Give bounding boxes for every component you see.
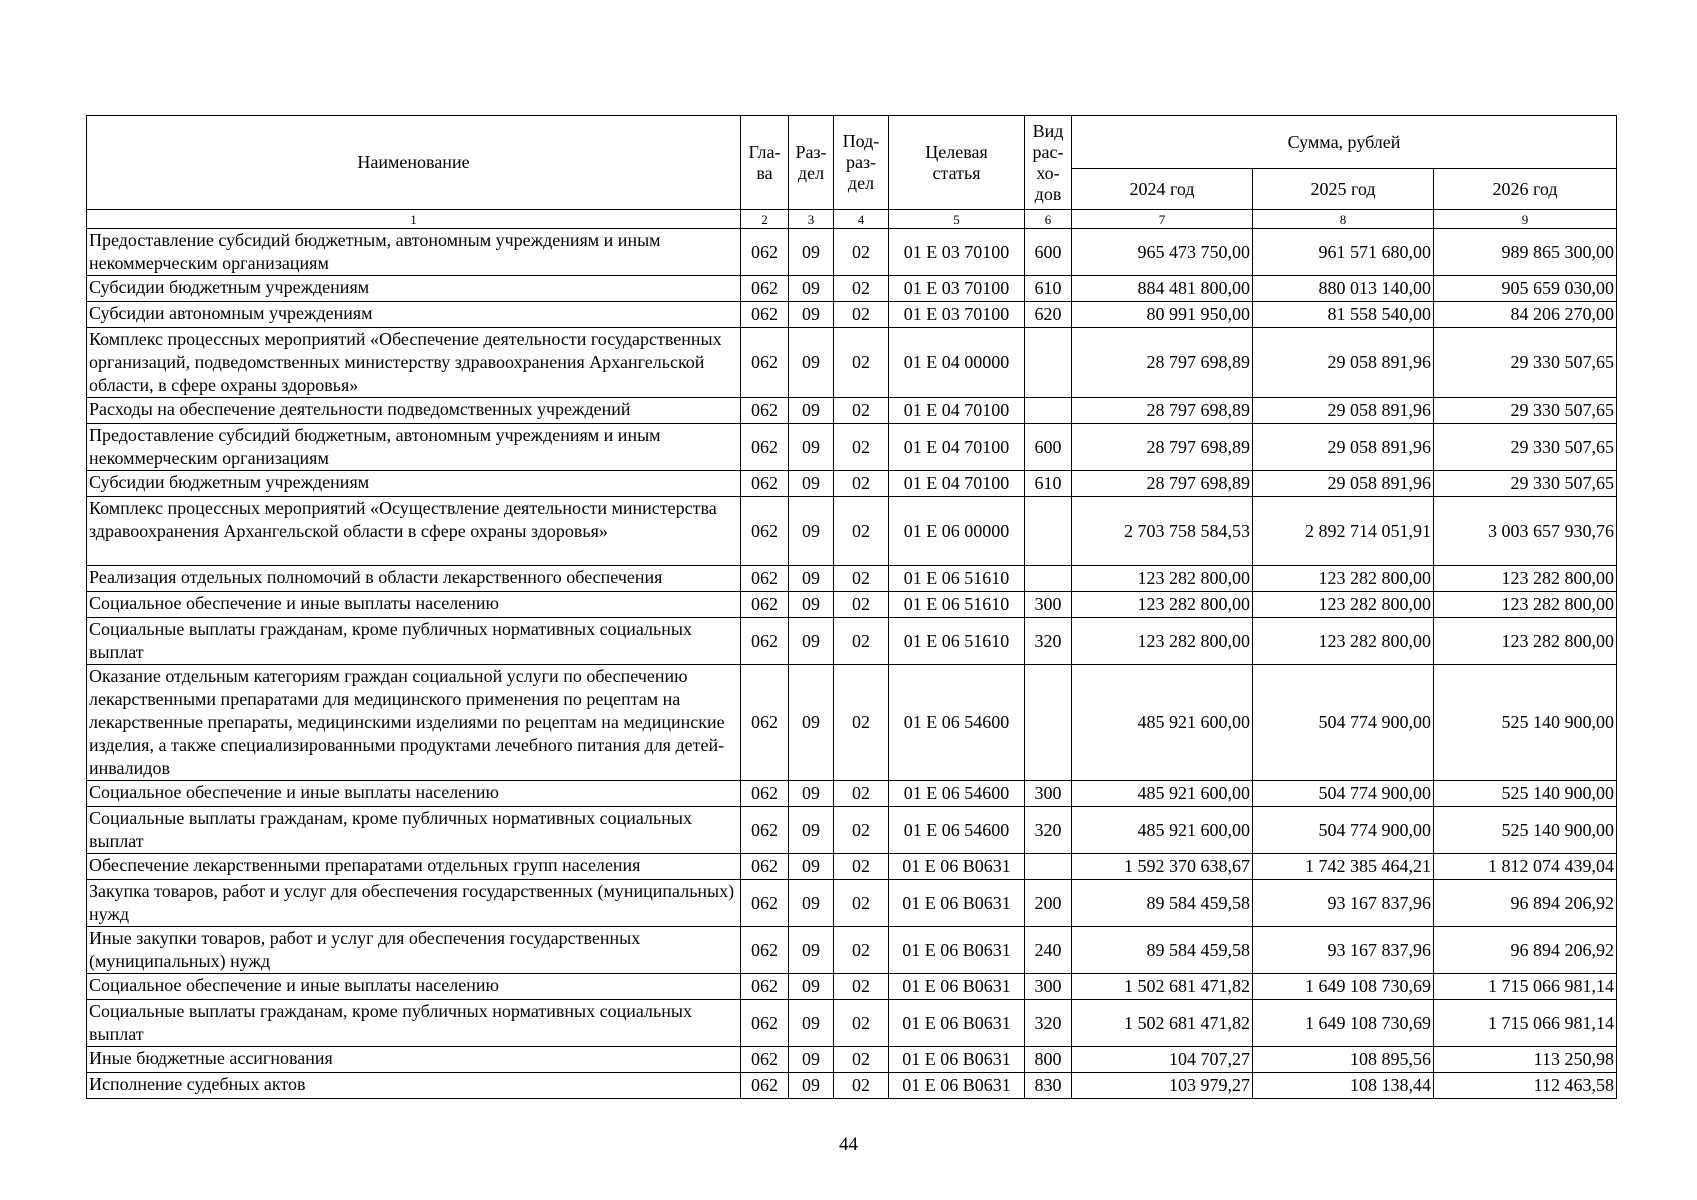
row-sum-2024: 1 502 681 471,82: [1072, 974, 1253, 1000]
column-number-row: [87, 210, 1617, 229]
row-sum-2024: 89 584 459,58: [1072, 880, 1253, 927]
row-sum-2024: 104 707,27: [1072, 1047, 1253, 1073]
row-subsection: 02: [834, 229, 889, 276]
row-expense-type: 240: [1025, 927, 1072, 974]
table-row: [87, 927, 1617, 974]
row-subsection: 02: [834, 497, 889, 566]
row-subsection: 02: [834, 566, 889, 592]
table-row: [87, 328, 1617, 398]
row-sum-2026: 525 140 900,00: [1434, 807, 1617, 854]
row-sum-2025: 504 774 900,00: [1253, 807, 1434, 854]
column-number: 8: [1253, 210, 1434, 229]
row-name: Социальное обеспечение и иные выплаты населению: [87, 781, 741, 807]
row-sum-2025: 123 282 800,00: [1253, 566, 1434, 592]
row-subsection: 02: [834, 1073, 889, 1099]
row-sum-2026: 123 282 800,00: [1434, 618, 1617, 665]
row-sum-2025: 108 138,44: [1253, 1073, 1434, 1099]
row-sum-2025: 1 649 108 730,69: [1253, 1000, 1434, 1047]
row-sum-2026: 96 894 206,92: [1434, 927, 1617, 974]
row-expense-type: 320: [1025, 807, 1072, 854]
row-name: Социальные выплаты гражданам, кроме публичных нормативных социальных выплат: [87, 1000, 741, 1047]
row-expense-type: 610: [1025, 471, 1072, 497]
row-sum-2024: 2 703 758 584,53: [1072, 497, 1253, 566]
row-subsection: 02: [834, 424, 889, 471]
row-expense-type: 300: [1025, 781, 1072, 807]
row-target-article: 01 Е 06 В0631: [889, 880, 1025, 927]
row-sum-2025: 504 774 900,00: [1253, 665, 1434, 781]
row-section: 09: [789, 302, 834, 328]
row-subsection: 02: [834, 1000, 889, 1047]
row-section: 09: [789, 398, 834, 424]
row-expense-type: 300: [1025, 592, 1072, 618]
row-name: Социальные выплаты гражданам, кроме публичных нормативных социальных выплат: [87, 618, 741, 665]
row-target-article: 01 Е 06 54600: [889, 781, 1025, 807]
row-subsection: 02: [834, 471, 889, 497]
row-name: Социальные выплаты гражданам, кроме публичных нормативных социальных выплат: [87, 807, 741, 854]
row-sum-2024: 123 282 800,00: [1072, 566, 1253, 592]
page-number: 44: [839, 1134, 858, 1155]
row-sum-2024: 28 797 698,89: [1072, 398, 1253, 424]
row-subsection: 02: [834, 618, 889, 665]
row-chapter: 062: [741, 592, 789, 618]
row-target-article: 01 Е 06 54600: [889, 665, 1025, 781]
row-sum-2024: 123 282 800,00: [1072, 618, 1253, 665]
row-subsection: 02: [834, 880, 889, 927]
row-sum-2025: 1 742 385 464,21: [1253, 854, 1434, 880]
row-expense-type: [1025, 497, 1072, 566]
row-target-article: 01 Е 06 51610: [889, 618, 1025, 665]
row-name: Исполнение судебных актов: [87, 1073, 741, 1099]
header-chapter-label: Гла- ва: [748, 141, 781, 183]
row-name: Предоставление субсидий бюджетным, автономным учреждениям и иным некоммерческим организациям: [87, 229, 741, 276]
table-row: [87, 854, 1617, 880]
row-section: 09: [789, 665, 834, 781]
row-chapter: 062: [741, 1000, 789, 1047]
row-target-article: 01 Е 06 В0631: [889, 1000, 1025, 1047]
column-number: 9: [1434, 210, 1617, 229]
row-subsection: 02: [834, 1047, 889, 1073]
row-expense-type: [1025, 566, 1072, 592]
row-sum-2024: 485 921 600,00: [1072, 781, 1253, 807]
row-target-article: 01 Е 06 54600: [889, 807, 1025, 854]
column-number: 1: [87, 210, 741, 229]
row-expense-type: [1025, 328, 1072, 398]
row-target-article: 01 Е 04 70100: [889, 424, 1025, 471]
row-expense-type: 300: [1025, 974, 1072, 1000]
row-target-article: 01 Е 06 В0631: [889, 1047, 1025, 1073]
row-subsection: 02: [834, 328, 889, 398]
row-sum-2024: 965 473 750,00: [1072, 229, 1253, 276]
row-section: 09: [789, 424, 834, 471]
table-header: [87, 116, 1617, 229]
row-target-article: 01 Е 06 В0631: [889, 1073, 1025, 1099]
budget-table: [86, 115, 1617, 1099]
row-name: Комплекс процессных мероприятий «Обеспечение деятельности государственных организаций, подведомственных министерству здравоохранения Архангельской области, в сфере охраны здоровья»: [87, 328, 741, 398]
header-year-2026: 2026 год: [1434, 169, 1617, 210]
row-sum-2026: 3 003 657 930,76: [1434, 497, 1617, 566]
header-target-article: [889, 116, 1025, 210]
row-chapter: 062: [741, 618, 789, 665]
row-chapter: 062: [741, 229, 789, 276]
row-section: 09: [789, 1073, 834, 1099]
table-row: [87, 880, 1617, 927]
row-sum-2026: 96 894 206,92: [1434, 880, 1617, 927]
column-number: 3: [789, 210, 834, 229]
column-number: 4: [834, 210, 889, 229]
row-chapter: 062: [741, 665, 789, 781]
column-number: 7: [1072, 210, 1253, 229]
row-sum-2024: 89 584 459,58: [1072, 927, 1253, 974]
row-sum-2024: 80 991 950,00: [1072, 302, 1253, 328]
header-year-2024: 2024 год: [1072, 169, 1253, 210]
row-subsection: 02: [834, 665, 889, 781]
row-target-article: 01 Е 04 70100: [889, 398, 1025, 424]
row-name: Субсидии бюджетным учреждениям: [87, 276, 741, 302]
row-expense-type: 830: [1025, 1073, 1072, 1099]
row-sum-2026: 29 330 507,65: [1434, 471, 1617, 497]
row-target-article: 01 Е 03 70100: [889, 302, 1025, 328]
table-row: [87, 592, 1617, 618]
row-chapter: 062: [741, 424, 789, 471]
column-number: 6: [1025, 210, 1072, 229]
table-row: [87, 424, 1617, 471]
table-body: [87, 229, 1617, 1099]
row-expense-type: 320: [1025, 1000, 1072, 1047]
row-chapter: 062: [741, 807, 789, 854]
row-sum-2026: 29 330 507,65: [1434, 328, 1617, 398]
row-section: 09: [789, 854, 834, 880]
header-expense-type: [1025, 116, 1072, 210]
table-row: [87, 807, 1617, 854]
table-row: [87, 665, 1617, 781]
row-sum-2026: 1 715 066 981,14: [1434, 1000, 1617, 1047]
row-subsection: 02: [834, 927, 889, 974]
row-chapter: 062: [741, 1073, 789, 1099]
table-row: [87, 276, 1617, 302]
row-sum-2025: 81 558 540,00: [1253, 302, 1434, 328]
row-section: 09: [789, 471, 834, 497]
row-sum-2024: 485 921 600,00: [1072, 665, 1253, 781]
table-row: [87, 781, 1617, 807]
row-section: 09: [789, 974, 834, 1000]
row-subsection: 02: [834, 807, 889, 854]
row-name: Комплекс процессных мероприятий «Осуществление деятельности министерства здравоохранения Архангельской области в сфере охраны здоровья»: [87, 497, 741, 566]
table-row: [87, 974, 1617, 1000]
row-subsection: 02: [834, 398, 889, 424]
row-sum-2025: 29 058 891,96: [1253, 471, 1434, 497]
row-sum-2025: 504 774 900,00: [1253, 781, 1434, 807]
row-sum-2025: 29 058 891,96: [1253, 328, 1434, 398]
header-subsection-label: Под- раз- дел: [842, 131, 880, 193]
row-target-article: 01 Е 03 70100: [889, 276, 1025, 302]
row-section: 09: [789, 276, 834, 302]
row-expense-type: [1025, 665, 1072, 781]
row-sum-2024: 103 979,27: [1072, 1073, 1253, 1099]
row-section: 09: [789, 328, 834, 398]
row-chapter: 062: [741, 497, 789, 566]
row-sum-2026: 989 865 300,00: [1434, 229, 1617, 276]
row-sum-2026: 525 140 900,00: [1434, 665, 1617, 781]
table-row: [87, 618, 1617, 665]
row-sum-2024: 28 797 698,89: [1072, 328, 1253, 398]
header-section: [789, 116, 834, 210]
row-chapter: 062: [741, 880, 789, 927]
table-row: [87, 398, 1617, 424]
row-target-article: 01 Е 04 00000: [889, 328, 1025, 398]
row-target-article: 01 Е 03 70100: [889, 229, 1025, 276]
row-section: 09: [789, 781, 834, 807]
header-subsection: [834, 116, 889, 210]
row-expense-type: 600: [1025, 229, 1072, 276]
row-expense-type: 620: [1025, 302, 1072, 328]
table-row: [87, 302, 1617, 328]
table-row: [87, 566, 1617, 592]
row-sum-2026: 1 812 074 439,04: [1434, 854, 1617, 880]
row-name: Социальное обеспечение и иные выплаты населению: [87, 974, 741, 1000]
row-expense-type: 610: [1025, 276, 1072, 302]
row-sum-2026: 123 282 800,00: [1434, 592, 1617, 618]
table-row: [87, 471, 1617, 497]
row-sum-2024: 28 797 698,89: [1072, 471, 1253, 497]
row-sum-2025: 29 058 891,96: [1253, 398, 1434, 424]
row-name: Закупка товаров, работ и услуг для обеспечения государственных (муниципальных) нужд: [87, 880, 741, 927]
row-target-article: 01 Е 06 51610: [889, 592, 1025, 618]
row-subsection: 02: [834, 592, 889, 618]
header-year-2025: 2025 год: [1253, 169, 1434, 210]
row-sum-2024: 1 502 681 471,82: [1072, 1000, 1253, 1047]
header-chapter: [741, 116, 789, 210]
row-section: 09: [789, 497, 834, 566]
header-sum: Сумма, рублей: [1072, 116, 1617, 169]
row-sum-2024: 28 797 698,89: [1072, 424, 1253, 471]
row-chapter: 062: [741, 781, 789, 807]
row-sum-2025: 880 013 140,00: [1253, 276, 1434, 302]
row-subsection: 02: [834, 974, 889, 1000]
row-expense-type: [1025, 854, 1072, 880]
column-number: 5: [889, 210, 1025, 229]
row-section: 09: [789, 1000, 834, 1047]
row-chapter: 062: [741, 927, 789, 974]
row-name: Реализация отдельных полномочий в области лекарственного обеспечения: [87, 566, 741, 592]
row-chapter: 062: [741, 276, 789, 302]
row-subsection: 02: [834, 781, 889, 807]
row-expense-type: 200: [1025, 880, 1072, 927]
row-sum-2025: 29 058 891,96: [1253, 424, 1434, 471]
row-section: 09: [789, 618, 834, 665]
row-sum-2025: 108 895,56: [1253, 1047, 1434, 1073]
header-target-article-label: Целевая статья: [925, 141, 988, 183]
row-target-article: 01 Е 04 70100: [889, 471, 1025, 497]
row-sum-2024: 1 592 370 638,67: [1072, 854, 1253, 880]
header-section-label: Раз- дел: [795, 141, 827, 183]
row-name: Иные закупки товаров, работ и услуг для обеспечения государственных (муниципальных) нужд: [87, 927, 741, 974]
row-sum-2024: 884 481 800,00: [1072, 276, 1253, 302]
row-sum-2026: 29 330 507,65: [1434, 424, 1617, 471]
row-sum-2024: 123 282 800,00: [1072, 592, 1253, 618]
row-chapter: 062: [741, 974, 789, 1000]
row-name: Субсидии автономным учреждениям: [87, 302, 741, 328]
table-row: [87, 1000, 1617, 1047]
row-expense-type: 320: [1025, 618, 1072, 665]
row-name: Субсидии бюджетным учреждениям: [87, 471, 741, 497]
row-target-article: 01 Е 06 00000: [889, 497, 1025, 566]
row-section: 09: [789, 807, 834, 854]
row-target-article: 01 Е 06 В0631: [889, 854, 1025, 880]
row-target-article: 01 Е 06 51610: [889, 566, 1025, 592]
row-section: 09: [789, 1047, 834, 1073]
row-sum-2025: 123 282 800,00: [1253, 592, 1434, 618]
row-chapter: 062: [741, 1047, 789, 1073]
row-sum-2025: 2 892 714 051,91: [1253, 497, 1434, 566]
row-subsection: 02: [834, 302, 889, 328]
table-row: [87, 229, 1617, 276]
column-number: 2: [741, 210, 789, 229]
row-sum-2026: 29 330 507,65: [1434, 398, 1617, 424]
row-chapter: 062: [741, 566, 789, 592]
row-section: 09: [789, 566, 834, 592]
row-subsection: 02: [834, 854, 889, 880]
row-name: Оказание отдельным категориям граждан социальной услуги по обеспечению лекарственными препаратами для медицинского применения по рецептам на лекарственные препараты, медицинскими изделиями по рецептам на медицинские изделия, а также специализированными продуктами лечебного питания для детей-инвалидов: [87, 665, 741, 781]
header-expense-type-label: Вид рас- хо- дов: [1032, 120, 1064, 204]
row-sum-2025: 123 282 800,00: [1253, 618, 1434, 665]
row-sum-2026: 123 282 800,00: [1434, 566, 1617, 592]
row-sum-2026: 112 463,58: [1434, 1073, 1617, 1099]
row-sum-2026: 525 140 900,00: [1434, 781, 1617, 807]
table-row: [87, 1073, 1617, 1099]
row-sum-2025: 93 167 837,96: [1253, 927, 1434, 974]
row-sum-2024: 485 921 600,00: [1072, 807, 1253, 854]
row-name: Социальное обеспечение и иные выплаты населению: [87, 592, 741, 618]
row-name: Обеспечение лекарственными препаратами отдельных групп населения: [87, 854, 741, 880]
row-sum-2026: 1 715 066 981,14: [1434, 974, 1617, 1000]
row-chapter: 062: [741, 328, 789, 398]
row-sum-2026: 84 206 270,00: [1434, 302, 1617, 328]
row-sum-2025: 1 649 108 730,69: [1253, 974, 1434, 1000]
row-section: 09: [789, 927, 834, 974]
row-subsection: 02: [834, 276, 889, 302]
row-chapter: 062: [741, 854, 789, 880]
row-expense-type: 600: [1025, 424, 1072, 471]
header-name: Наименование: [87, 116, 741, 210]
row-sum-2026: 113 250,98: [1434, 1047, 1617, 1073]
table-row: [87, 1047, 1617, 1073]
row-expense-type: 800: [1025, 1047, 1072, 1073]
row-target-article: 01 Е 06 В0631: [889, 974, 1025, 1000]
row-expense-type: [1025, 398, 1072, 424]
row-section: 09: [789, 592, 834, 618]
row-sum-2026: 905 659 030,00: [1434, 276, 1617, 302]
row-section: 09: [789, 880, 834, 927]
row-chapter: 062: [741, 471, 789, 497]
row-section: 09: [789, 229, 834, 276]
row-sum-2025: 961 571 680,00: [1253, 229, 1434, 276]
row-target-article: 01 Е 06 В0631: [889, 927, 1025, 974]
row-name: Иные бюджетные ассигнования: [87, 1047, 741, 1073]
row-name: Предоставление субсидий бюджетным, автономным учреждениям и иным некоммерческим организациям: [87, 424, 741, 471]
row-chapter: 062: [741, 398, 789, 424]
row-sum-2025: 93 167 837,96: [1253, 880, 1434, 927]
row-name: Расходы на обеспечение деятельности подведомственных учреждений: [87, 398, 741, 424]
table-row: [87, 497, 1617, 566]
row-chapter: 062: [741, 302, 789, 328]
